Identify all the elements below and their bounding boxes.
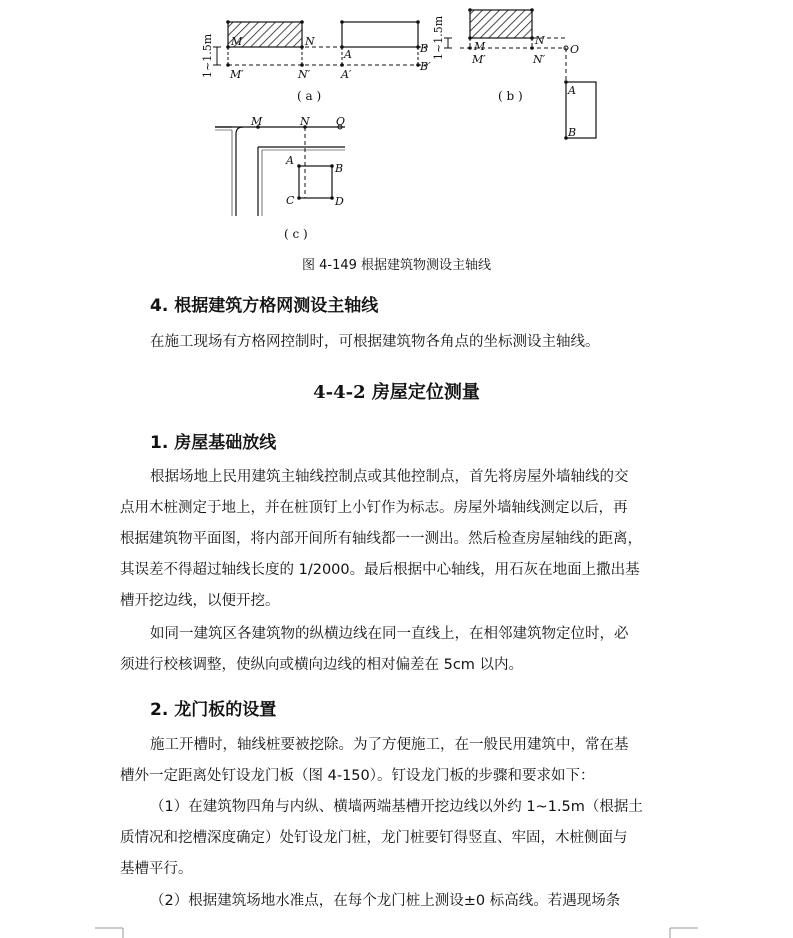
dim-label-b: 1~1.5m [432, 15, 445, 60]
sec2-item2-line-1: （2）根据建筑场地水准点，在每个龙门桩上测设±0 标高线。若遇现场条 [150, 893, 621, 909]
point-N-a: N [305, 35, 315, 48]
sec1-para2-line-1: 如同一建筑区各建筑物的纵横边线在同一直线上，在相邻建筑物定位时，必 [150, 626, 629, 642]
new-building-a [342, 22, 418, 47]
point-O-b: O [570, 43, 580, 56]
figure-4-149 [0, 0, 793, 280]
section-1-heading: 1. 房屋基础放线 [150, 433, 277, 453]
section-2-heading: 2. 龙门板的设置 [150, 700, 277, 720]
page-corner-mark-right [668, 926, 698, 938]
main-heading-4-4-2: 4-4-2 房屋定位测量 [313, 382, 480, 403]
point-A-a: A [344, 48, 352, 61]
panel-c-label: ( c ) [284, 227, 308, 241]
panel-a-label: ( a ) [297, 89, 322, 103]
sec2-item1-line-3: 基槽平行。 [120, 861, 193, 877]
sec1-para1-line-3: 根据建筑物平面图，将内部开间所有轴线都一一测出。然后检查房屋轴线的距离， [120, 531, 642, 547]
section-4-heading: 4. 根据建筑方格网测设主轴线 [150, 296, 379, 316]
panel-b [432, 8, 596, 140]
point-Np-b: N′ [533, 53, 546, 66]
point-Bp-a: B′ [420, 60, 431, 73]
point-A-c: A [286, 154, 294, 167]
page-corner-mark-left [95, 926, 125, 938]
point-B-b: B [568, 126, 577, 139]
new-building-c [299, 166, 332, 198]
point-M-b: M [474, 40, 486, 53]
point-B-c: B [335, 162, 344, 175]
point-M-c: M [251, 115, 263, 128]
panel-a [201, 20, 431, 103]
existing-building-b [470, 10, 532, 38]
point-Np-a: N′ [298, 68, 311, 81]
section-4-paragraph: 在施工现场有方格网控制时，可根据建筑物各角点的坐标测设主轴线。 [150, 334, 600, 350]
sec1-para1-line-1: 根据场地上民用建筑主轴线控制点或其他控制点，首先将房屋外墙轴线的交 [150, 469, 629, 485]
point-M-a: M [231, 35, 243, 48]
panel-c [215, 115, 345, 241]
point-C-c: C [286, 194, 295, 207]
point-N-b: N [535, 34, 545, 47]
point-N-c: N [300, 115, 310, 128]
point-A-b: A [568, 84, 576, 97]
point-D-c: D [335, 195, 344, 208]
point-Mp-b: M′ [472, 53, 486, 66]
sec1-para2-line-2: 须进行校核调整，使纵向或横向边线的相对偏差在 5cm 以内。 [120, 657, 524, 673]
point-Mp-a: M′ [230, 68, 244, 81]
figure-diagram [0, 0, 793, 250]
sec2-para1-line-1: 施工开槽时，轴线桩要被挖除。为了方便施工，在一般民用建筑中，常在基 [150, 737, 629, 753]
dim-label-a: 1~1.5m [201, 33, 214, 78]
point-B-a: B [420, 42, 429, 55]
sec2-item1-line-1: （1）在建筑物四角与内纵、横墙两端基槽开挖边线以外约 1~1.5m（根据土 [150, 799, 643, 815]
panel-b-label: ( b ) [498, 89, 523, 103]
sec1-para1-line-5: 槽开挖边线，以便开挖。 [120, 593, 280, 609]
sec2-item1-line-2: 质情况和挖槽深度确定）处钉设龙门桩，龙门桩要钉得竖直、牢固，木桩侧面与 [120, 830, 628, 846]
sec1-para1-line-4: 其误差不得超过轴线长度的 1/2000。最后根据中心轴线，用石灰在地面上撒出基 [120, 562, 640, 578]
figure-caption: 图 4-149 根据建筑物测设主轴线 [301, 258, 492, 273]
sec1-para1-line-2: 点用木桩测定于地上，并在桩顶钉上小钉作为标志。房屋外墙轴线测定以后，再 [120, 500, 628, 516]
sec2-para1-line-2: 槽外一定距离处钉设龙门板（图 4-150）。钉设龙门板的步骤和要求如下： [120, 768, 595, 784]
point-Ap-a: A′ [341, 68, 352, 81]
point-O-c: O [336, 115, 346, 128]
